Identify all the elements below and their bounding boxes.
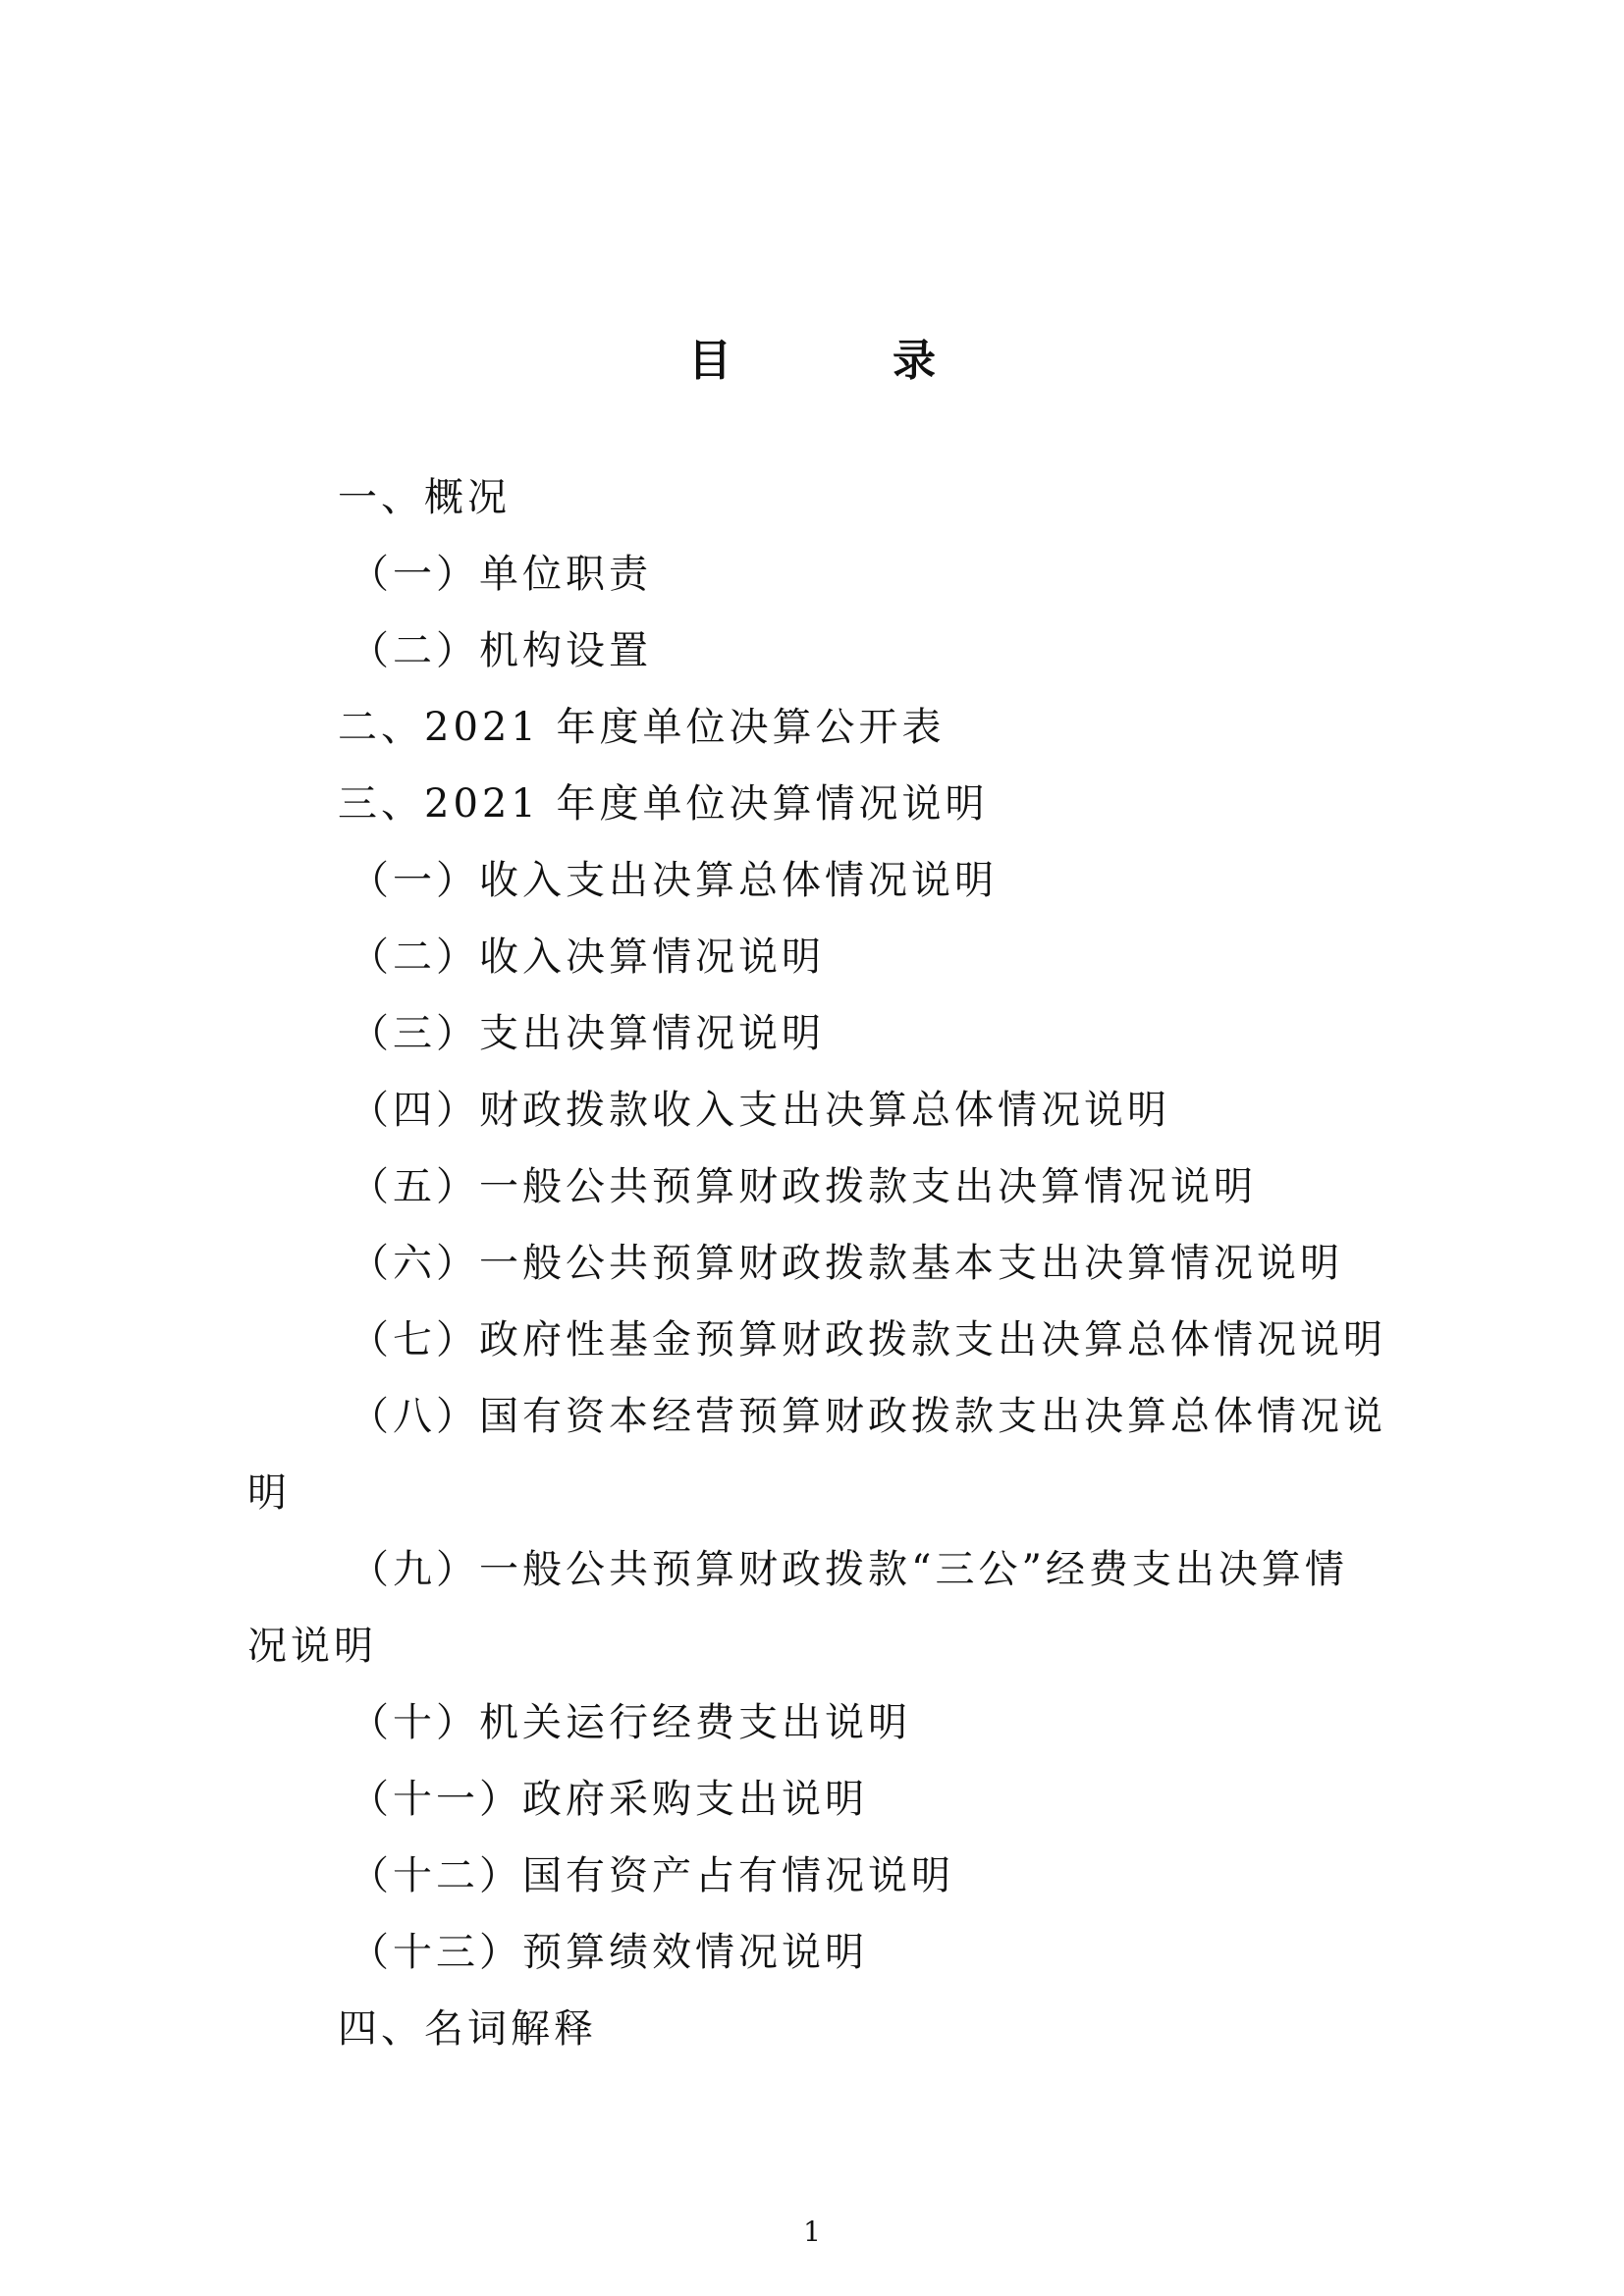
toc-entry-final-accounts-tables: 二、2021 年度单位决算公开表 [338, 705, 946, 750]
table-of-contents [247, 459, 1386, 2067]
page-number: 1 [803, 2216, 821, 2248]
toc-entry-state-capital-budget [247, 1378, 1386, 1531]
toc-entry-organization-setup: （二）机构设置 [350, 628, 652, 673]
toc-entry-budget-performance: （十三）预算绩效情况说明 [350, 1930, 868, 1975]
toc-entry-government-fund-budget: （七）政府性基金预算财政拨款支出决算总体情况说明 [350, 1317, 1386, 1362]
toc-entry-income-expenditure-overall: （一）收入支出决算总体情况说明 [350, 858, 998, 903]
toc-entry-agency-operating-expenses: （十）机关运行经费支出说明 [350, 1700, 911, 1745]
toc-entry-general-public-budget-basic-expenditure: （六）一般公共预算财政拨款基本支出决算情况说明 [350, 1241, 1343, 1286]
toc-entry-fiscal-appropriation-overall: （四）财政拨款收入支出决算总体情况说明 [350, 1088, 1170, 1133]
toc-entry-government-procurement: （十一）政府采购支出说明 [350, 1777, 868, 1822]
toc-entry-glossary: 四、名词解释 [338, 2006, 597, 2052]
toc-entry-expenditure-final-accounts: （三）支出决算情况说明 [350, 1011, 825, 1056]
toc-entry-line-continued: 况说明 [247, 1624, 377, 1669]
toc-entry-state-assets: （十二）国有资产占有情况说明 [350, 1853, 954, 1898]
toc-entry-income-final-accounts: （二）收入决算情况说明 [350, 934, 825, 980]
toc-entry-three-public-expenses [247, 1531, 1386, 1684]
toc-entry-unit-duties: （一）单位职责 [350, 552, 652, 597]
toc-entry-line-continued: 明 [247, 1470, 291, 1516]
toc-entry-final-accounts-explanation: 三、2021 年度单位决算情况说明 [338, 781, 989, 827]
toc-entry-general-public-budget-expenditure: （五）一般公共预算财政拨款支出决算情况说明 [350, 1164, 1257, 1209]
toc-entry-line: （九）一般公共预算财政拨款“三公”经费支出决算情 [350, 1547, 1348, 1592]
toc-entry-line: （八）国有资本经营预算财政拨款支出决算总体情况说 [350, 1394, 1386, 1439]
page-title: 目 录 [688, 336, 995, 386]
toc-entry-overview: 一、概况 [338, 475, 511, 520]
